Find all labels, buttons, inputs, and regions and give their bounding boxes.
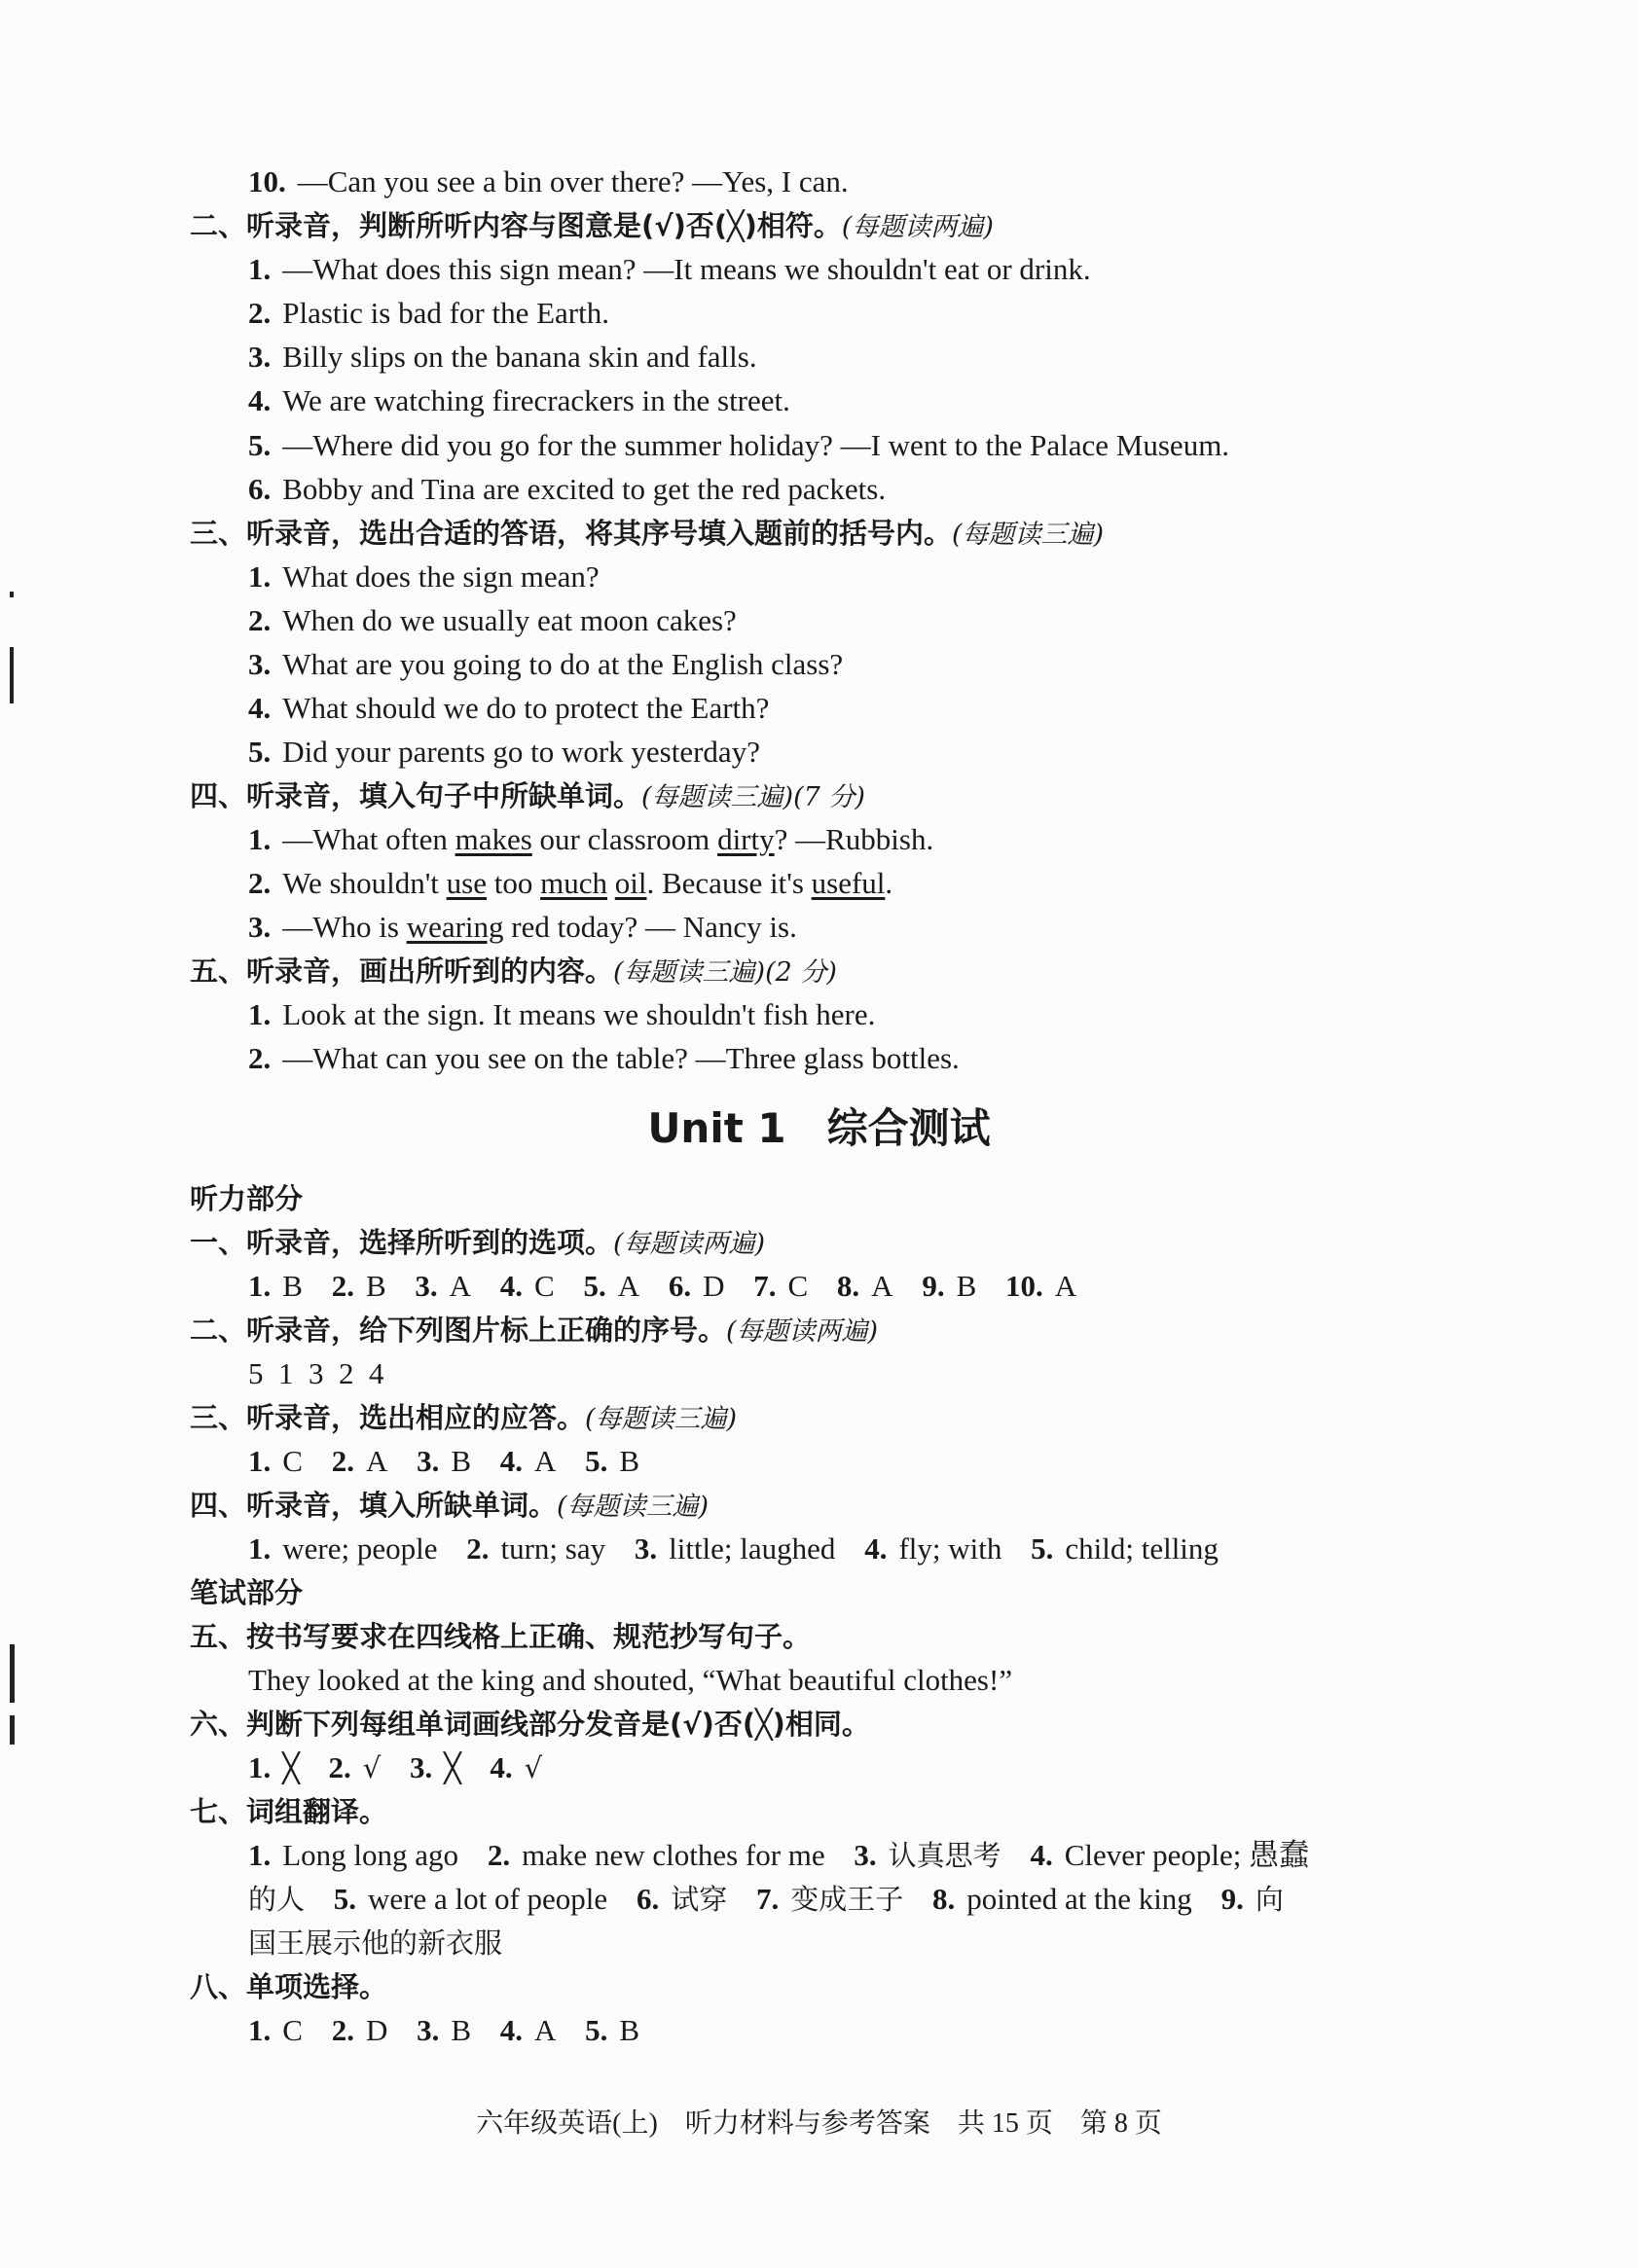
item-10: 10. —Can you see a bin over there? —Yes, I can. <box>248 164 849 198</box>
s3-item-1: 1. What does the sign mean? <box>248 559 600 594</box>
test-1-answers: 1. B 2. B 3. A 4. C 5. A 6. D 7. C 8. A 9. B 10. A <box>248 1269 1077 1303</box>
s2-item-1: 1. —What does this sign mean? —It means we shouldn't eat or drink. <box>248 252 1091 286</box>
s2-item-5: 5. —Where did you go for the summer holiday? —I went to the Palace Museum. <box>248 428 1230 462</box>
s2-item-3: 3. Billy slips on the banana skin and falls. <box>248 340 757 374</box>
test-6-answers: 1. ╳ 2. √ 3. ╳ 4. √ <box>248 1750 543 1784</box>
s4-item-3: 3. —Who is wearing red today? — Nancy is. <box>248 910 797 944</box>
s2-item-2: 2. Plastic is bad for the Earth. <box>248 296 609 330</box>
test-4-heading: 四、听录音，填入所缺单词。(每题读三遍) <box>190 1489 710 1522</box>
s3-item-4: 4. What should we do to protect the Earth? <box>248 691 770 725</box>
section-3-heading: 三、听录音，选出合适的答语，将其序号填入题前的括号内。(每题读三遍) <box>190 517 1105 550</box>
s3-item-5: 5. Did your parents go to work yesterday? <box>248 735 760 769</box>
writing-part-heading: 笔试部分 <box>190 1576 304 1609</box>
s3-item-3: 3. What are you going to do at the English class? <box>248 647 844 681</box>
test-5-heading: 五、按书写要求在四线格上正确、规范抄写句子。 <box>190 1620 812 1653</box>
s3-item-2: 2. When do we usually eat moon cakes? <box>248 603 737 637</box>
listening-part-heading: 听力部分 <box>190 1182 304 1215</box>
section-2-heading: 二、听录音，判断所听内容与图意是(√)否(╳)相符。(每题读两遍) <box>190 209 994 242</box>
test-5-answer: They looked at the king and shouted, “What beautiful clothes!” <box>248 1663 1013 1697</box>
test-8-answers: 1. C 2. D 3. B 4. A 5. B <box>248 2013 640 2047</box>
test-7-heading: 七、词组翻译。 <box>190 1795 388 1828</box>
s5-item-1: 1. Look at the sign. It means we shouldn't fish here. <box>248 997 876 1031</box>
test-7-line-3: 国王展示他的新衣服 <box>248 1926 503 1960</box>
test-7-line-1: 1. Long long ago 2. make new clothes for me 3. 认真思考 4. Clever people; 愚蠢 <box>248 1838 1310 1872</box>
page-footer: 六年级英语(上) 听力材料与参考答案 共 15 页 第 8 页 <box>476 2108 1162 2139</box>
s4-item-2: 2. We shouldn't use too much oil. Because it's useful. <box>248 866 893 900</box>
test-6-heading: 六、判断下列每组单词画线部分发音是(√)否(╳)相同。 <box>190 1708 870 1741</box>
s2-item-6: 6. Bobby and Tina are excited to get the red packets. <box>248 472 887 506</box>
scan-mark <box>10 1715 15 1745</box>
s4-item-1: 1. —What often makes our classroom dirty? —Rubbish. <box>248 822 934 856</box>
scan-mark <box>10 1644 15 1703</box>
section-5-heading: 五、听录音，画出所听到的内容。(每题读三遍)(2 分) <box>190 954 837 988</box>
test-3-heading: 三、听录音，选出相应的应答。(每题读三遍) <box>190 1401 738 1434</box>
s2-item-4: 4. We are watching firecrackers in the street. <box>248 383 790 417</box>
test-1-heading: 一、听录音，选择所听到的选项。(每题读两遍) <box>190 1226 766 1259</box>
test-4-answers: 1. were; people 2. turn; say 3. little; laughed 4. fly; with 5. child; telling <box>248 1531 1219 1566</box>
s5-item-2: 2. —What can you see on the table? —Three glass bottles. <box>248 1041 960 1075</box>
section-4-heading: 四、听录音，填入句子中所缺单词。(每题读三遍)(7 分) <box>190 779 865 812</box>
test-2-heading: 二、听录音，给下列图片标上正确的序号。(每题读两遍) <box>190 1314 879 1347</box>
unit-title: Unit 1 综合测试 <box>647 1104 991 1152</box>
test-8-heading: 八、单项选择。 <box>190 1970 388 2003</box>
test-2-answers: 5 1 3 2 4 <box>248 1356 384 1390</box>
scan-mark <box>10 647 14 703</box>
test-7-line-2: 的人 5. were a lot of people 6. 试穿 7. 变成王子 8. pointed at the king 9. 向 <box>248 1882 1284 1916</box>
test-3-answers: 1. C 2. A 3. B 4. A 5. B <box>248 1444 640 1478</box>
scan-mark <box>10 592 14 597</box>
